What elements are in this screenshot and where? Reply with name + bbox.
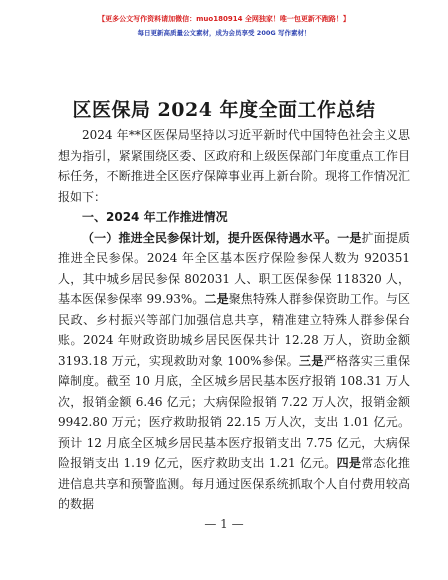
point-text-2: 聚焦特殊人群参保资助工作。与区民政、乡村振兴等部门加强信息共享，精准建立特殊人群参保台账。2024 年财政资助城乡居民医保共计 12.28 万人，资助金额 3193.18 万元，实现救助对象 100%参保。 [58, 292, 410, 368]
point-text-3: 严格落实三重保障制度。截至 10 月底，全区城乡居民基本医疗报销 108.31 万人次，报销金额 6.46 亿元；大病保险报销 7.22 万人次，报销金额 9942.80 万元；医疗救助报销 22.15 万人次，支出 1.01 亿元。预计 12 月底全区城乡居民基本医疗报销支出 7.75 亿元，大病保险报销支出 1.19 亿元，医疗救助支出 1.21 亿元。 [58, 353, 410, 470]
keyword-second: 二是 [204, 292, 229, 306]
keyword-third: 三是 [299, 353, 324, 368]
keyword-fourth: 四是 [336, 456, 362, 470]
subsection-paragraph-1 [58, 228, 410, 515]
document-title: 区医保局 2024 年度全面工作总结 [72, 99, 376, 121]
keyword-first: 一是 [337, 230, 362, 245]
point-text-1: 扩面提质推进全民参保。2024 年全区基本医疗保险参保人数为 920351 人，其中城乡居民参保 802031 人、职工医保参保 118320 人，基本医保参保率 99.93%。 [58, 230, 410, 306]
document-body [58, 125, 410, 515]
promo-banner-line2: 每日更新高质量公文素材，成为会员享受 200G 写作素材！ [137, 29, 311, 37]
intro-paragraph: 2024 年**区医保局坚持以习近平新时代中国特色社会主义思想为指引，紧紧围绕区委、区政府和上级医保部门年度重点工作目标任务，不断推进全区医疗保障事业再上新台阶。现将工作情况汇报如下： [58, 128, 410, 204]
section-heading-1: 一、2024 年工作推进情况 [82, 210, 228, 224]
point-text-4: 常态化推进信息共享和预警监测。每月通过医保系统抓取个人自付费用较高的数据 [58, 456, 410, 511]
page-number: — 1 — [204, 517, 244, 531]
subsection-heading-1: （一）推进全民参保计划，提升医保待遇水平。 [82, 230, 338, 245]
promo-banner-line1: 【更多公文写作资料请加微信：muo180914 全网独家！唯一包更新不跑路！】 [98, 15, 350, 23]
